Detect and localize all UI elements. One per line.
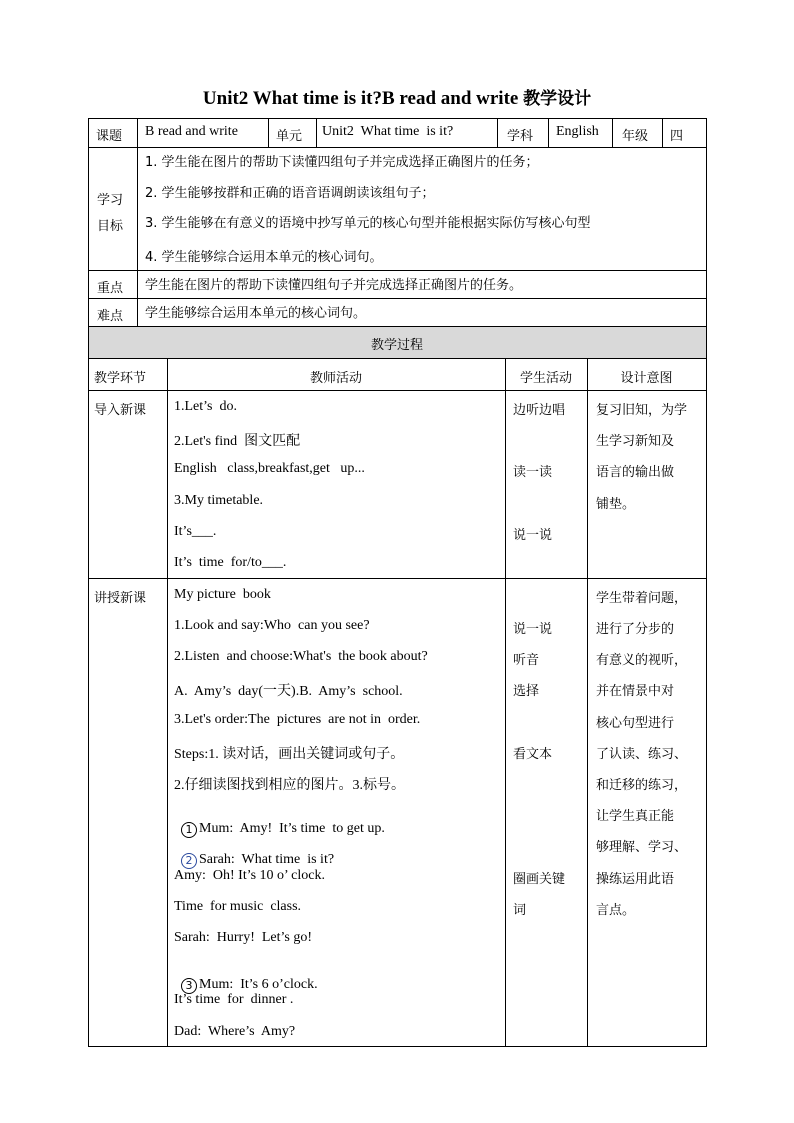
s2-teacher-line: My picture book (174, 587, 271, 602)
col-student: 学生活动 (519, 371, 572, 386)
objective-2: 2. 学生能够按群和正确的语音语调朗读该组句子； (145, 186, 435, 201)
s2-teacher-line (174, 836, 334, 869)
grade-label: 年级 (622, 129, 649, 144)
grade-value: 四 (670, 129, 684, 144)
circled-number: 3 (181, 978, 197, 994)
s2-teacher-line (174, 805, 385, 838)
dialogue-text: Sarah: What time is it? (199, 852, 335, 867)
s1-teacher-line: English class,breakfast,get up... (174, 461, 365, 476)
s2-teacher-line: Dad: Where’s Amy? (174, 1024, 296, 1039)
s1-teacher-line: 1.Let’s do. (174, 399, 237, 414)
s2-intent-line: 进行了分步的 (596, 622, 675, 637)
s2-intent-line: 够理解、学习、 (596, 840, 688, 855)
unit-label: 单元 (276, 129, 303, 144)
title-cn: 教学设计 (523, 89, 592, 109)
s2-intent-line: 并在情景中对 (596, 684, 675, 699)
s2-intent-line: 有意义的视听， (596, 653, 688, 668)
s2-teacher-line: Sarah: Hurry! Let’s go! (174, 930, 313, 945)
s2-student-line: 选择 (513, 684, 540, 699)
circled-number: 1 (181, 822, 197, 838)
s2-teacher-line: 1.Look and say:Who can you see? (174, 618, 370, 633)
difficulty-label: 难点 (97, 309, 124, 324)
subject-label: 学科 (507, 129, 534, 144)
process-header: 教学过程 (370, 338, 423, 353)
s2-intent-line: 学生带着问题， (596, 591, 688, 606)
s2-student-line: 看文本 (513, 747, 553, 762)
objective-3: 3. 学生能够在有意义的语境中抄写单元的核心句型并能根据实际仿写核心句型 (145, 216, 591, 231)
page-title (0, 84, 794, 110)
s2-student-line: 听音 (513, 653, 540, 668)
dialogue-text: Mum: Amy! It’s time to get up. (199, 821, 385, 836)
unit-value: Unit2 What time is it? (322, 124, 454, 139)
s2-student-line: 说一说 (513, 622, 553, 637)
s2-intent-line: 让学生真正能 (596, 809, 675, 824)
s2-teacher-line: 2.仔细读图找到相应的图片。3.标号。 (174, 778, 405, 793)
s2-teacher-line: A. Amy’s day(一天).B. Amy’s school. (174, 684, 403, 699)
objective-4: 4. 学生能够综合运用本单元的核心词句。 (145, 250, 383, 265)
section2-stage: 讲授新课 (94, 591, 147, 606)
s2-intent-line: 言点。 (596, 903, 636, 918)
s2-teacher-line: Steps:1. 读对话，画出关键词或句子。 (174, 747, 405, 762)
s1-intent-line: 铺垫。 (596, 497, 636, 512)
objectives-label-2: 目标 (97, 219, 124, 234)
s2-teacher-line (174, 961, 318, 994)
difficulty-value: 学生能够综合运用本单元的核心词句。 (145, 306, 367, 321)
section1-stage: 导入新课 (94, 403, 147, 418)
s1-student-line: 读一读 (513, 465, 553, 480)
key-point-value: 学生能在图片的帮助下读懂四组句子并完成选择正确图片的任务。 (145, 278, 523, 293)
s1-teacher-line: It’s time for/to___. (174, 555, 287, 570)
col-teacher: 教师活动 (309, 371, 362, 386)
s2-teacher-line: It’s time for dinner . (174, 992, 294, 1007)
s2-teacher-line: 2.Listen and choose:What's the book about? (174, 649, 428, 664)
topic-label: 课题 (96, 129, 123, 144)
dialogue-text: Mum: It’s 6 o’clock. (199, 977, 318, 992)
objective-1: 1. 学生能在图片的帮助下读懂四组句子并完成选择正确图片的任务； (145, 155, 539, 170)
s2-intent-line: 核心句型进行 (596, 716, 675, 731)
subject-value: English (556, 124, 599, 139)
col-intent: 设计意图 (620, 371, 673, 386)
s1-intent-line: 生学习新知及 (596, 434, 675, 449)
s1-intent-line: 语言的输出做 (596, 465, 675, 480)
s2-teacher-line: Amy: Oh! It’s 10 o’ clock. (174, 868, 325, 883)
s1-teacher-line: It’s___. (174, 524, 217, 539)
topic-value: B read and write (145, 124, 238, 139)
s2-student-line: 词 (513, 903, 527, 918)
s2-intent-line: 了认读、练习、 (596, 747, 688, 762)
s2-intent-line: 操练运用此语 (596, 872, 675, 887)
col-stage: 教学环节 (94, 371, 147, 386)
s1-teacher-line: 3.My timetable. (174, 493, 264, 508)
s2-teacher-line: 3.Let's order:The pictures are not in order. (174, 712, 421, 727)
s1-student-line: 边听边唱 (513, 403, 566, 418)
s1-intent-line: 复习旧知，为学 (596, 403, 688, 418)
s2-intent-line: 和迁移的练习， (596, 778, 688, 793)
objectives-label-1: 学习 (97, 193, 124, 208)
s2-student-line: 圈画关键 (513, 872, 566, 887)
s1-teacher-line: 2.Let's find 图文匹配 (174, 434, 301, 449)
circled-number: 2 (181, 853, 197, 869)
title-en: Unit2 What time is it?B read and write (202, 88, 519, 109)
s2-teacher-line: Time for music class. (174, 899, 302, 914)
key-point-label: 重点 (97, 281, 124, 296)
s1-student-line: 说一说 (513, 528, 553, 543)
